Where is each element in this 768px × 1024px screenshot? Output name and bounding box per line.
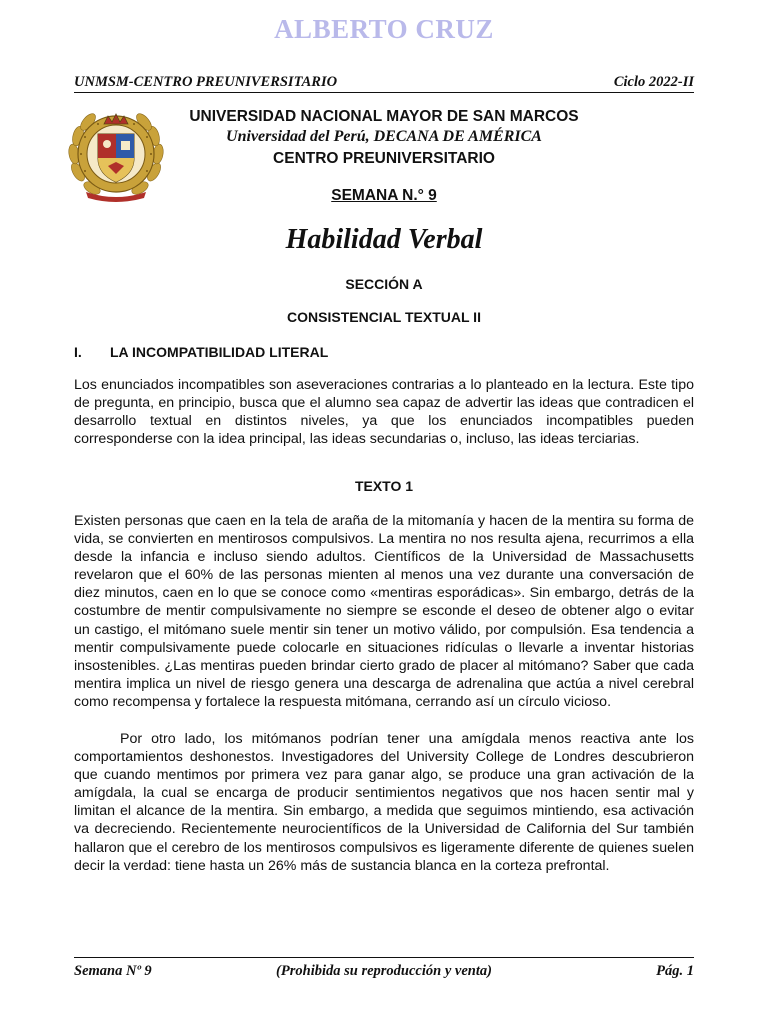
watermark: ALBERTO CRUZ — [274, 14, 494, 44]
footer-divider — [74, 957, 694, 958]
part-heading — [74, 344, 328, 360]
part-title: LA INCOMPATIBILIDAD LITERAL — [110, 344, 329, 360]
intro-paragraph: Los enunciados incompatibles son aseveraciones contrarias a lo planteado en la lectura. Este tipo de pregunta, en principio, busca que el alumno sea capaz de advertir las ideas que contradicen el desarrollo textual en distintos niveles, ya que los enunciados incompatibles pueden corresponderse con la idea principal, las ideas secundarias o, incluso, las ideas terciarias. — [74, 377, 694, 448]
footer-page-number: Pág. 1 — [656, 963, 694, 979]
center-name: CENTRO PREUNIVERSITARIO — [273, 150, 495, 167]
footer-notice: (Prohibida su reproducción y venta) — [276, 963, 492, 979]
footer-week: Semana Nº 9 — [74, 963, 152, 979]
university-seal-icon — [64, 102, 168, 206]
topic-label: CONSISTENCIAL TEXTUAL II — [287, 309, 481, 325]
header-cycle: Ciclo 2022-II — [613, 74, 694, 90]
page-footer — [74, 963, 694, 983]
part-number: I. — [74, 344, 82, 360]
header-institution: UNMSM-CENTRO PREUNIVERSITARIO — [74, 74, 338, 90]
texto-paragraph-2: Por otro lado, los mitómanos podrían tener una amígdala menos reactiva ante los comportamientos deshonestos. Investigadores del University College de Londres descubrieron que cuando mentimos por primera vez para ganar algo, se produce una gran activación de la amígdala, la cual se encarga de producir sentimientos negativos que nos hacen sentir mal y limitan el alcance de la mentira. Sin embargo, a medida que seguimos mintiendo, esa activación va decreciendo. Recientemente neurocientíficos de la Universidad de California del Sur también hallaron que el cerebro de los mentirosos compulsivos es ligeramente diferente de quienes suelen decir la verdad: tiene hasta un 26% más de sustancia blanca en la corteza prefrontal. — [74, 731, 694, 874]
texto-paragraph-1: Existen personas que caen en la tela de araña de la mitomanía y hacen de la mentira su forma de vida, se convierten en mentirosos compulsivos. La mentira no nos resulta ajena, recurrimos a ella desde la infancia e incluso siendo adultos. Científicos de la Universidad de Massachusetts revelaron que el 60% de las personas mienten al menos una vez durante una conversación de diez minutos, caen en lo que se conoce como «mentiras esporádicas». Sin embargo, detrás de la costumbre de mentir compulsivamente no siempre se esconde el deseo de obtener algo o evitar un castigo, el mitómano suele mentir sin tener un motivo válido, por compulsión. Esa tendencia a mentir compulsivamente puede colocarle en situaciones ridículas o llevarle a inventar historias insostenibles. ¿Las mentiras pueden brindar cierto grado de placer al mitómano? Saber que cada mentira implica un nivel de riesgo genera una descarga de adrenalina que actúa a nivel cerebral como recompensa y fortalece la respuesta mitómana, cerrando así un círculo vicioso. — [74, 513, 694, 710]
university-name: UNIVERSIDAD NACIONAL MAYOR DE SAN MARCOS — [189, 108, 579, 125]
texto-title: TEXTO 1 — [354, 478, 414, 494]
running-header — [74, 72, 694, 93]
page-title: Habilidad Verbal — [285, 224, 483, 255]
week-label: SEMANA N.° 9 — [331, 187, 437, 204]
section-label: SECCIÓN A — [345, 276, 423, 292]
university-subtitle: Universidad del Perú, DECANA DE AMÉRICA — [226, 128, 542, 145]
